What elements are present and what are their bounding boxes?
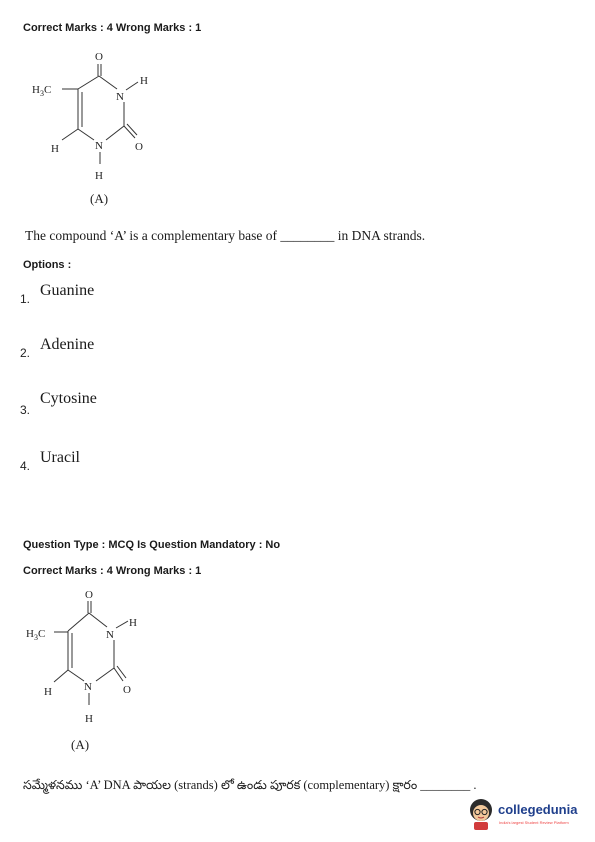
collegedunia-logo bbox=[466, 797, 588, 833]
q2-marks: Correct Marks : 4 Wrong Marks : 1 bbox=[23, 565, 202, 577]
q1-h-left-label: H bbox=[51, 143, 59, 155]
q1-marks: Correct Marks : 4 Wrong Marks : 1 bbox=[23, 22, 202, 34]
mascot-icon bbox=[466, 797, 496, 831]
q2-o-right-label: O bbox=[123, 684, 131, 696]
q2-h-bottom-label: H bbox=[85, 713, 93, 725]
q2-structure-caption: (A) bbox=[71, 737, 90, 752]
q2-n-right-label: N bbox=[106, 629, 114, 641]
q1-h-right-label: H bbox=[140, 75, 148, 87]
option-text: Cytosine bbox=[40, 390, 97, 407]
q1-n-bottom-label: N bbox=[95, 140, 103, 152]
q2-n-bottom-label: N bbox=[84, 681, 92, 693]
q1-options-label: Options : bbox=[23, 259, 72, 271]
q2-h-right-label: H bbox=[129, 617, 137, 629]
q1-structure-caption: (A) bbox=[90, 191, 109, 206]
q1-h-bottom-label: H bbox=[95, 170, 103, 182]
q2-type-line: Question Type : MCQ Is Question Mandatory : No bbox=[23, 539, 281, 551]
q1-n-right-label: N bbox=[116, 91, 124, 103]
q2-h-left-label: H bbox=[44, 686, 52, 698]
q2-question-text: సమ్మేళనము ‘A’ DNA పాయల (strands) లో ఉండు పూరక (complementary) క్షారం ________ . bbox=[23, 778, 477, 792]
q1-question-text: The compound ‘A’ is a complementary base of ________ in DNA strands. bbox=[25, 228, 426, 243]
q1-o-top-label: O bbox=[95, 51, 103, 63]
option-text: Guanine bbox=[40, 282, 95, 299]
q2-structure-diagram bbox=[14, 585, 164, 760]
logo-wordmark: collegedunia bbox=[498, 802, 578, 817]
option-text: Uracil bbox=[40, 449, 80, 466]
q1-o-right-label: O bbox=[135, 141, 143, 153]
q1-ch3-label: $H_3C$ bbox=[32, 84, 52, 98]
q2-o-top-label: O bbox=[85, 589, 93, 601]
logo-tagline: India's largest Student Review Platform bbox=[499, 820, 569, 825]
option-number: 3. bbox=[20, 403, 31, 417]
q2-ch3-label: $H_3C$ bbox=[26, 628, 46, 642]
option-text: Adenine bbox=[40, 336, 95, 353]
option-number: 1. bbox=[20, 292, 31, 306]
option-number: 2. bbox=[20, 346, 31, 360]
q1-structure-diagram bbox=[20, 42, 170, 217]
option-number: 4. bbox=[20, 459, 31, 473]
